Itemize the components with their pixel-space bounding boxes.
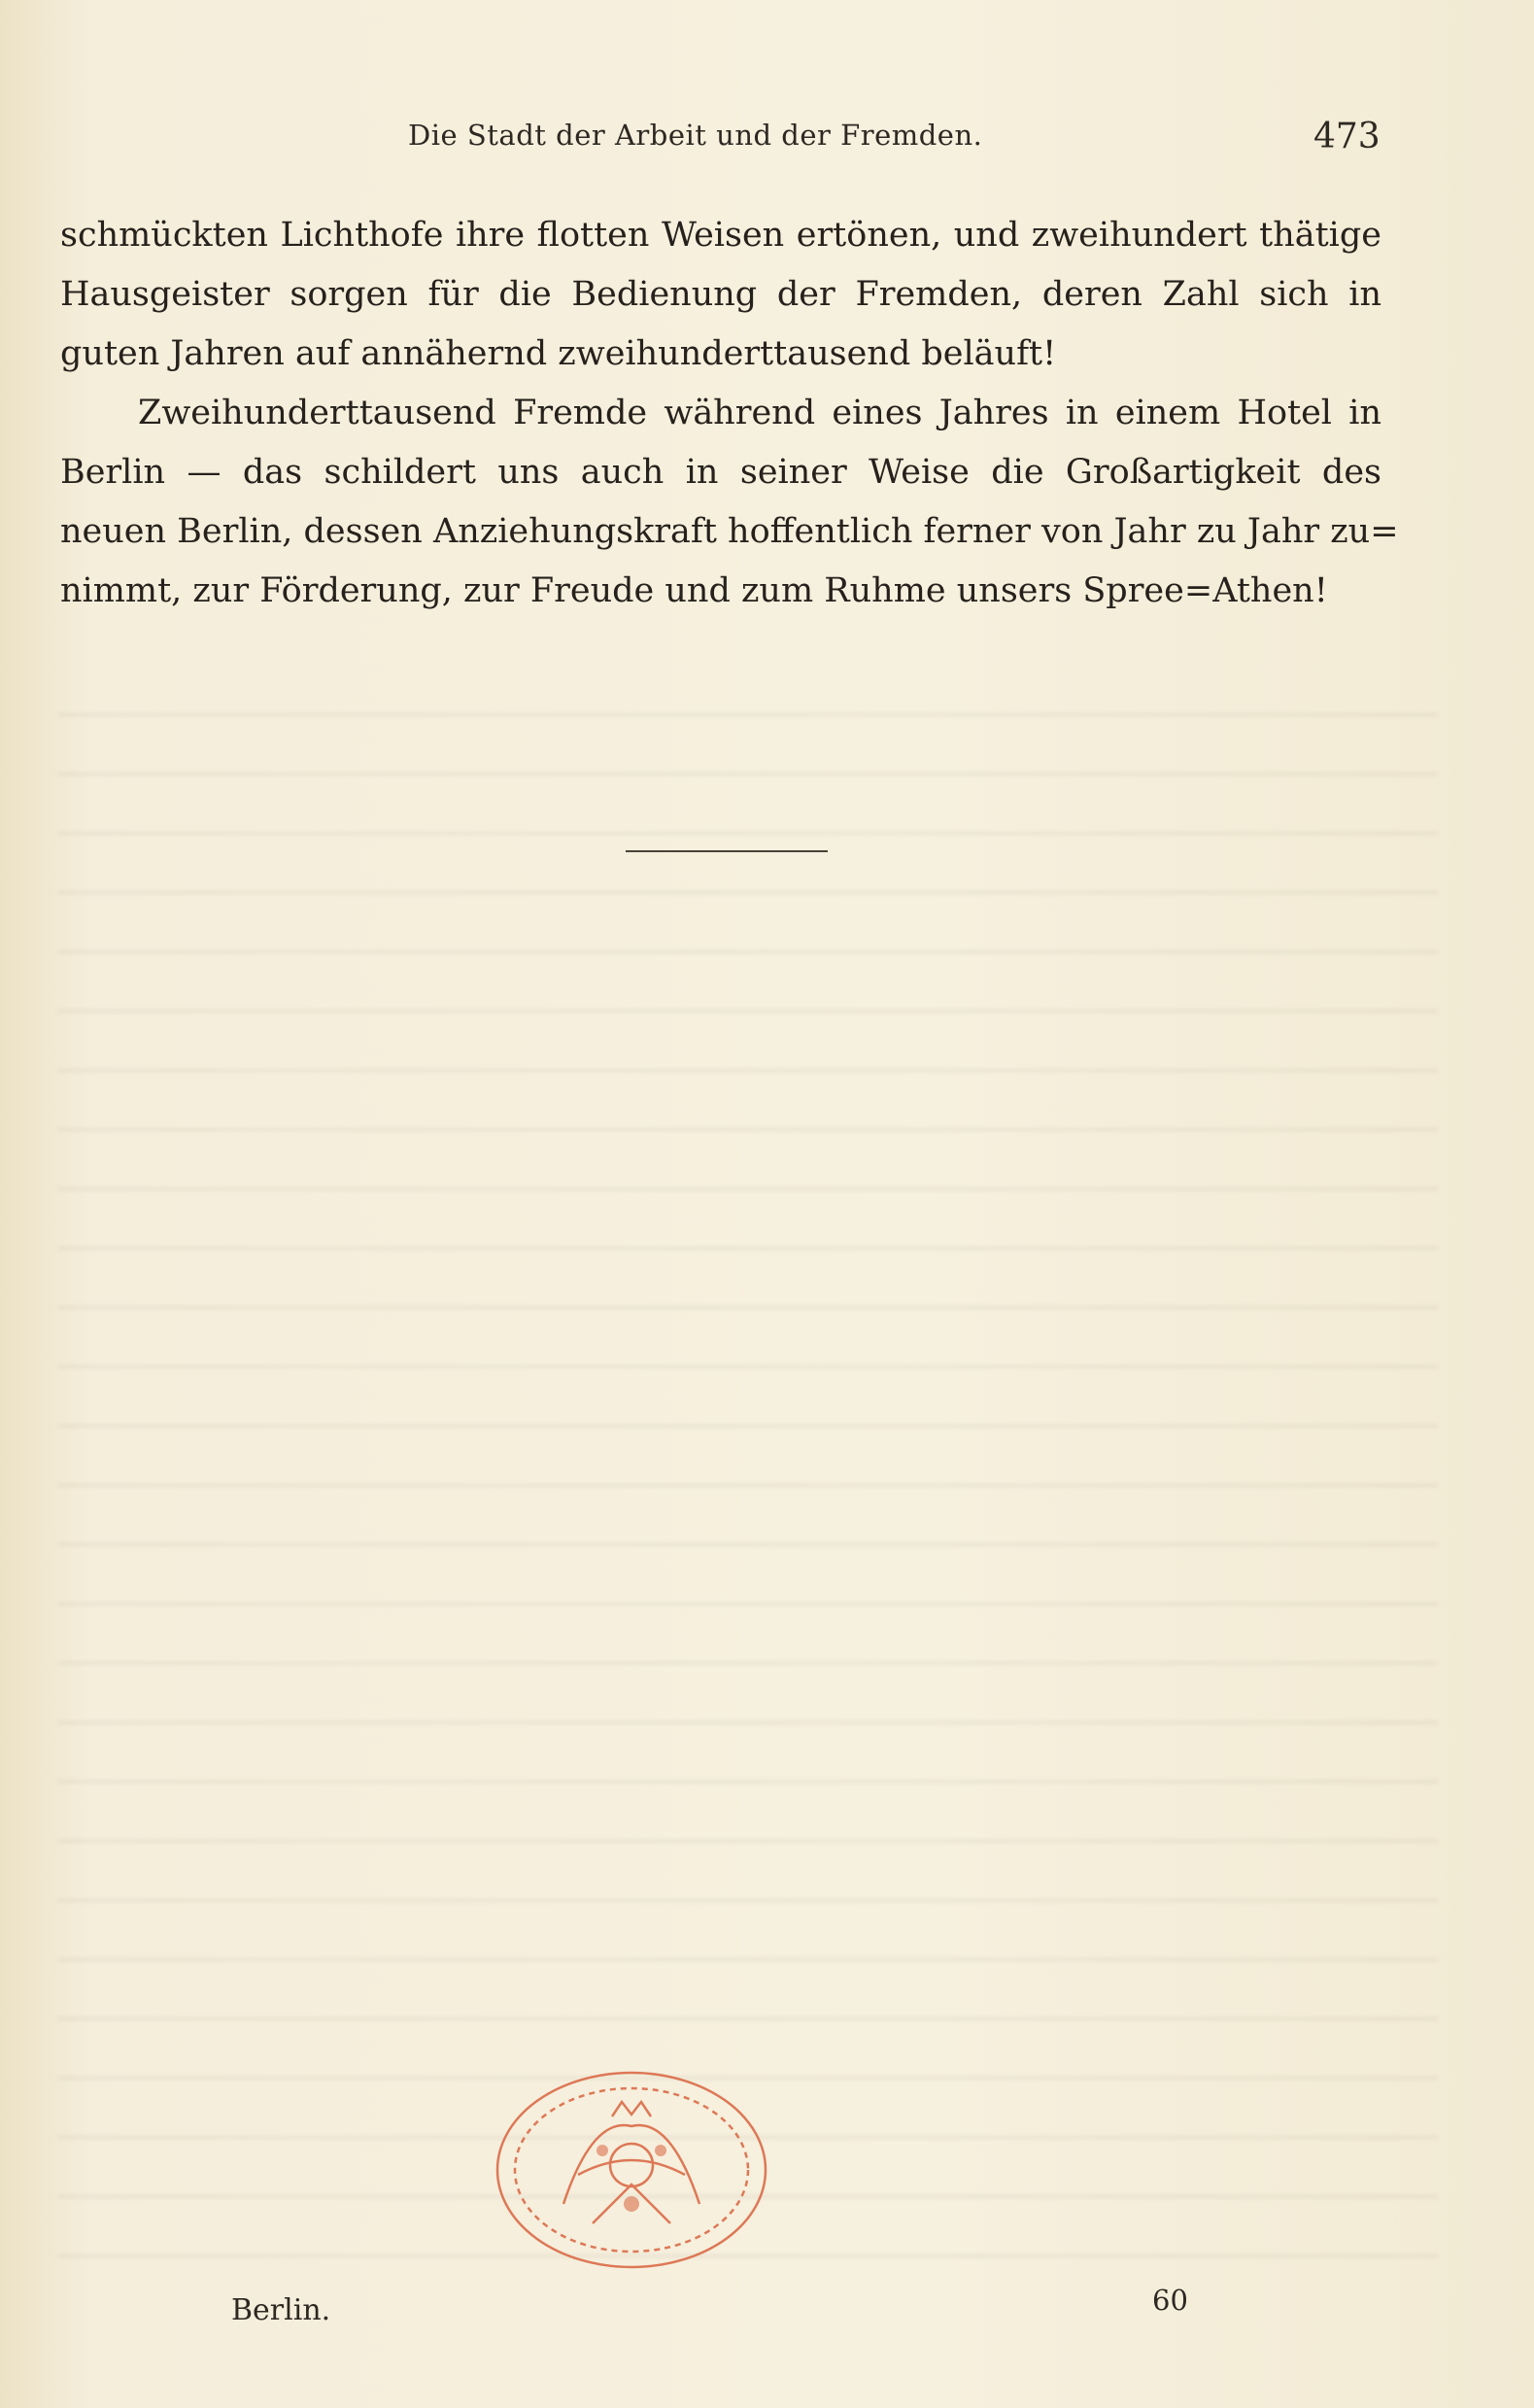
text-line: Zweihunderttausend Fremde während eines Jahres in einem Hotel in (138, 394, 1381, 432)
body-text (60, 206, 1399, 621)
text-line: Berlin — das schildert uns auch in seiner Weise die Großartigkeit des (60, 453, 1381, 492)
show-through-text (58, 680, 1438, 2284)
text-line: schmückten Lichthofe ihre flotten Weisen ertönen, und zweihundert thätige (60, 216, 1381, 255)
sheet-number: 60 (1152, 2284, 1188, 2317)
text-line: guten Jahren auf annähernd zweihunderttausend beläuft! (60, 334, 1057, 373)
signature-mark: Berlin. (231, 2293, 331, 2327)
text-line: nimmt, zur Förderung, zur Freude und zum Ruhme unsers Spree=Athen! (60, 571, 1328, 610)
running-head: Die Stadt der Arbeit und der Fremden. (408, 119, 983, 152)
page-number: 473 (1313, 117, 1381, 156)
library-stamp (486, 2058, 777, 2282)
library-stamp-icon (486, 2058, 777, 2282)
text-line: neuen Berlin, dessen Anziehungskraft hoffentlich ferner von Jahr zu Jahr zu= (60, 512, 1399, 551)
section-divider (626, 850, 828, 852)
text-line: Hausgeister sorgen für die Bedienung der Fremden, deren Zahl sich in (60, 275, 1381, 314)
